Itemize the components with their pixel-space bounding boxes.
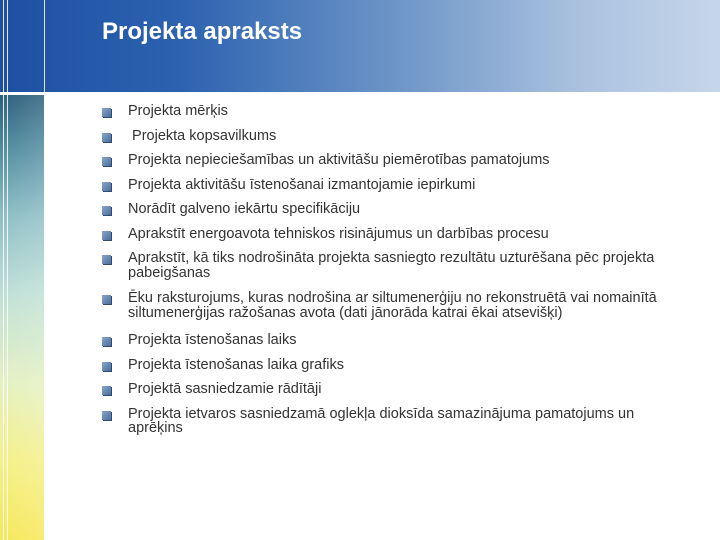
list-item-text: Ēku raksturojums, kuras nodrošina ar siltumenerģiju no rekonstruētā vai nomainītā siltumenerģijas ražošanas avota (dati jānorāda katrai ēkai atsevišķi) — [128, 290, 657, 321]
list-item-text: Norādīt galveno iekārtu specifikāciju — [128, 201, 361, 217]
square-bullet-icon — [102, 157, 111, 166]
bullet-list — [102, 104, 682, 436]
list-item-text: Projekta mērķis — [128, 103, 228, 119]
square-bullet-icon — [102, 386, 111, 395]
list-item — [102, 291, 682, 320]
list-item-text: Aprakstīt energoavota tehniskos risinājumus un darbības procesu — [128, 225, 549, 242]
list-item — [102, 104, 682, 119]
page-title: Projekta apraksts — [102, 18, 303, 45]
decor-line-3 — [44, 0, 45, 540]
list-item-text: Projekta nepieciešamības un aktivitāšu piemērotības pamatojums — [128, 152, 550, 168]
list-item-text: Projekta īstenošanas laiks — [128, 332, 297, 348]
list-item-text: Aprakstīt, kā tiks nodrošināta projekta sasniegto rezultātu uzturēšana pēc projekta pabeigšanas — [128, 250, 655, 281]
decor-line-1 — [3, 0, 4, 540]
list-item — [102, 358, 682, 373]
list-item — [102, 407, 682, 436]
list-item-text: Projekta kopsavilkums — [128, 127, 277, 144]
square-bullet-icon — [102, 362, 111, 371]
list-item-text: Projektā sasniedzamie rādītāji — [128, 381, 322, 397]
square-bullet-icon — [102, 206, 111, 215]
square-bullet-icon — [102, 231, 111, 240]
square-bullet-icon — [102, 411, 111, 420]
square-bullet-icon — [102, 295, 111, 304]
list-item-text: Projekta aktivitāšu īstenošanai izmantojamie iepirkumi — [128, 176, 476, 193]
list-item — [102, 382, 682, 397]
square-bullet-icon — [102, 133, 111, 142]
list-item — [102, 153, 682, 168]
list-item-text: Projekta īstenošanas laika grafiks — [128, 356, 344, 373]
square-bullet-icon — [102, 255, 111, 264]
list-item-text: Projekta ietvaros sasniedzamā oglekļa dioksīda samazinājuma pamatojums un aprēķins — [128, 405, 635, 436]
square-bullet-icon — [102, 108, 111, 117]
list-item — [102, 202, 682, 217]
title-bar — [0, 0, 720, 92]
list-item — [102, 178, 682, 193]
square-bullet-icon — [102, 182, 111, 191]
list-item — [102, 227, 682, 242]
list-item — [102, 251, 682, 280]
list-item — [102, 129, 682, 144]
list-item — [102, 333, 682, 348]
title-divider — [0, 92, 720, 95]
square-bullet-icon — [102, 337, 111, 346]
decor-line-2 — [7, 0, 8, 540]
